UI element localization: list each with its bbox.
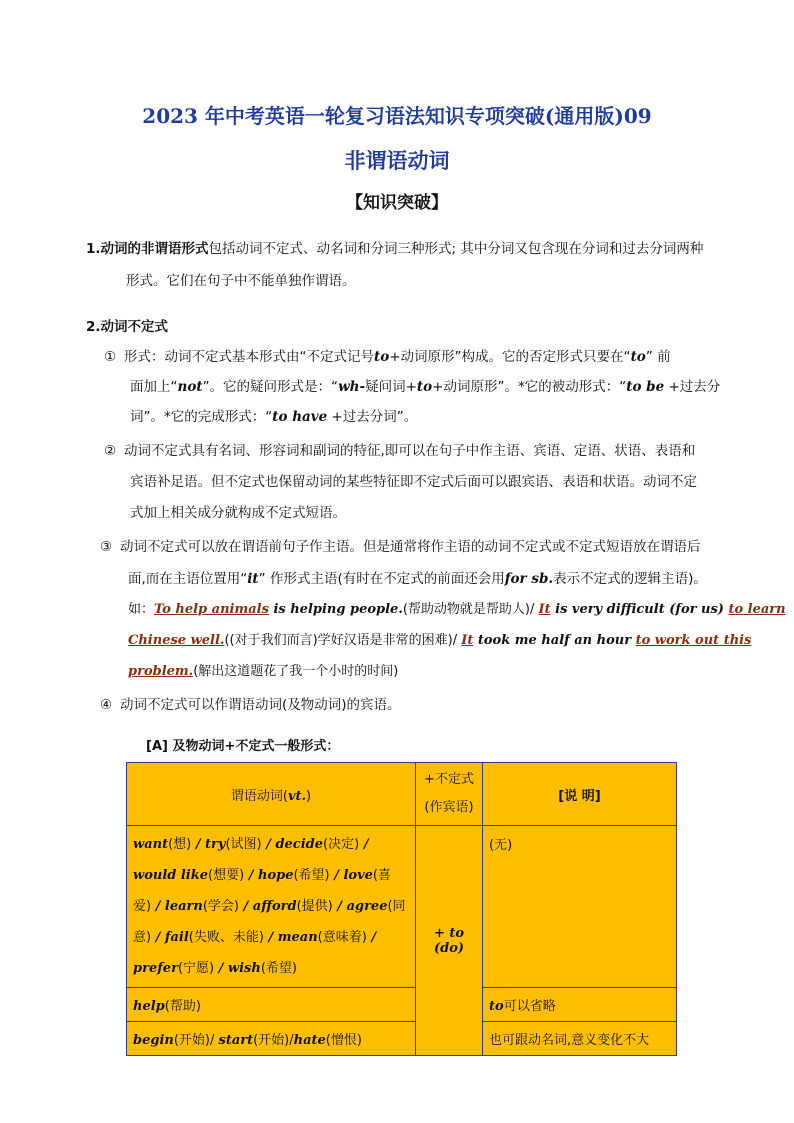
item-text-italic: to have — [272, 409, 328, 425]
verb-text: mean — [277, 930, 318, 945]
separator: / — [244, 868, 258, 883]
item-marker: ① — [104, 349, 117, 365]
verb-meaning: (试图) — [225, 837, 262, 852]
verb-meaning: (意味着) — [317, 930, 367, 945]
item-text-italic: it — [247, 571, 259, 587]
example-underlined: to work out this — [635, 633, 752, 648]
separator: / — [151, 930, 165, 945]
item-text-italic: not — [177, 379, 203, 395]
verb-list-cell — [127, 826, 416, 988]
item-text: 面加上“ — [130, 379, 178, 395]
separator: / — [329, 868, 344, 883]
item-text: 动词不定式具有名词、形容词和副词的特征,即可以在句子中作主语、宾语、定语、状语、表语和 — [124, 443, 696, 459]
header-cell-note: [说 明] — [483, 763, 677, 826]
item-3-line4 — [128, 632, 751, 650]
item-1-line3 — [130, 408, 417, 426]
verb-text: fail — [164, 930, 189, 945]
verb-text: wish — [227, 961, 261, 976]
item-text: +动词原形”。*它的被动形式：“ — [432, 379, 627, 395]
item-3-line2 — [128, 570, 707, 588]
item-2-line2: 宾语补足语。但不定式也保留动词的某些特征即不定式后面可以跟宾语、表语和状语。动词不定 — [130, 474, 697, 490]
separator: / — [332, 899, 347, 914]
separator: / — [214, 961, 228, 976]
item-text: ” 前 — [645, 349, 671, 365]
paragraph-1-line1 — [86, 240, 703, 258]
verb-text: start — [218, 1033, 254, 1048]
verb-text: hate — [293, 1033, 326, 1048]
table-row — [127, 1022, 677, 1056]
header-text: 谓语动词( — [230, 788, 288, 804]
item-text-italic: to — [416, 379, 433, 395]
verb-text: hope — [258, 868, 294, 883]
paragraph-text: 包括动词不定式、动名词和分词三种形式; 其中分词又包含现在分词和过去分词两种 — [208, 241, 704, 257]
verb-text: would like — [133, 868, 209, 883]
item-text: +过去分 — [664, 379, 721, 395]
item-text: 疑问词+ — [365, 379, 417, 395]
verb-meaning: (开始)/ — [173, 1033, 219, 1048]
item-3-line5 — [128, 663, 398, 681]
item-text: 动词不定式可以作谓语动词(及物动词)的宾语。 — [120, 697, 401, 713]
item-text-italic: to be — [626, 379, 665, 395]
verb-meaning: (希望) — [293, 868, 330, 883]
note-cell — [483, 988, 677, 1022]
verb-infinitive-table — [126, 762, 677, 1056]
table-caption: [A] 及物动词+不定式一般形式： — [146, 739, 340, 754]
verb-text: love — [343, 868, 373, 883]
item-text: ”。它的疑问形式是：“ — [202, 379, 339, 395]
item-text: 形式：动词不定式基本形式由“不定式记号 — [124, 349, 374, 365]
table-header-row — [127, 763, 677, 826]
verb-cell — [127, 988, 416, 1022]
item-text: 表示不定式的逻辑主语)。 — [553, 571, 707, 587]
paragraph-2-heading: 2.动词不定式 — [86, 319, 169, 335]
item-text: 词”。*它的完成形式：“ — [130, 409, 273, 425]
item-text: 面,而在主语位置用“ — [128, 571, 248, 587]
example-underlined: It — [461, 633, 474, 648]
verb-meaning: (希望) — [260, 961, 297, 976]
example-translation: ((对于我们而言)学好汉语是非常的困难)/ — [224, 633, 462, 648]
example-underlined: Chinese well. — [128, 633, 225, 648]
item-text: 如： — [128, 602, 155, 617]
example-text: took me half an hour — [473, 633, 636, 648]
header-text: ) — [306, 788, 312, 804]
table-row — [127, 988, 677, 1022]
note-text-italic: to — [489, 999, 504, 1014]
example-underlined: To help animals — [154, 602, 269, 617]
note-text: 可以省略 — [503, 999, 556, 1014]
item-text: 动词不定式可以放在谓语前句子作主语。但是通常将作主语的动词不定式或不定式短语放在谓语后 — [120, 539, 701, 555]
item-2-line1 — [104, 442, 695, 460]
item-3-line1 — [100, 538, 701, 556]
separator: / — [263, 930, 278, 945]
verb-text: prefer — [133, 961, 178, 976]
header-cell-infinitive — [416, 763, 483, 826]
note-cell: (无) — [483, 826, 677, 988]
item-1-line1 — [104, 348, 671, 366]
item-text: +过去分词”。 — [327, 409, 418, 425]
item-2-line3: 式加上相关成分就构成不定式短语。 — [130, 505, 346, 521]
separator: / — [359, 837, 369, 852]
example-text: is helping people. — [268, 602, 403, 617]
page-subtitle: 非谓语动词 — [344, 148, 450, 173]
example-translation: (帮助动物就是帮助人)/ — [402, 602, 539, 617]
verb-meaning: (同意) — [133, 899, 406, 945]
verb-meaning: (失败、未能) — [188, 930, 264, 945]
separator: / — [191, 837, 206, 852]
item-marker: ③ — [100, 539, 113, 555]
item-text: ” 作形式主语(有时在不定式的前面还会用 — [258, 571, 505, 587]
item-text-italic: to — [374, 349, 390, 365]
verb-text: decide — [275, 837, 324, 852]
paragraph-number: 1. — [86, 241, 101, 257]
item-marker: ④ — [100, 697, 113, 713]
verb-text: try — [205, 837, 226, 852]
item-text-italic: for sb. — [504, 571, 554, 587]
header-text: (作宾语) — [424, 800, 474, 815]
verb-text: want — [133, 837, 169, 852]
verb-meaning: (提供) — [296, 899, 333, 914]
item-text-italic: to — [630, 349, 646, 365]
item-3-line3 — [128, 601, 786, 619]
verb-meaning: (憎恨) — [325, 1033, 362, 1048]
example-text: is very difficult (for us) — [550, 602, 729, 617]
example-underlined: problem. — [128, 664, 194, 679]
verb-text: learn — [164, 899, 203, 914]
separator: / — [151, 899, 165, 914]
verb-text: begin — [133, 1033, 174, 1048]
paragraph-1-line2: 形式。它们在句子中不能单独作谓语。 — [126, 273, 356, 289]
example-underlined: to learn — [728, 602, 786, 617]
verb-meaning: (想要) — [208, 868, 245, 883]
header-cell-verb — [127, 763, 416, 826]
header-text: +不定式 — [424, 772, 474, 787]
header-text-italic: vt. — [287, 788, 307, 804]
verb-meaning: (帮助) — [164, 999, 201, 1014]
separator: / — [261, 837, 276, 852]
item-4-line1 — [100, 696, 401, 714]
paragraph-lead: 动词的非谓语形式 — [100, 241, 209, 257]
separator: / — [366, 930, 377, 945]
verb-meaning: (学会) — [202, 899, 239, 914]
section-heading: 【知识突破】 — [346, 193, 448, 213]
item-text: +动词原形”构成。它的否定形式只要在“ — [389, 349, 631, 365]
verb-cell — [127, 1022, 416, 1056]
verb-meaning: (宁愿) — [177, 961, 215, 976]
verb-meaning: (开始)/ — [253, 1033, 294, 1048]
separator: / — [238, 899, 253, 914]
table-row — [127, 826, 677, 988]
verb-meaning: (想) — [168, 837, 192, 852]
infinitive-form-cell: + to (do) — [416, 826, 483, 1056]
verb-meaning: (决定) — [323, 837, 360, 852]
item-text-italic: wh- — [338, 379, 366, 395]
verb-meaning: (喜爱) — [133, 868, 391, 914]
item-1-line2 — [130, 378, 720, 396]
verb-text: help — [133, 999, 165, 1014]
verb-text: afford — [252, 899, 297, 914]
example-translation: (解出这道题花了我一个小时的时间) — [193, 664, 399, 679]
item-marker: ② — [104, 443, 117, 459]
example-underlined: It — [538, 602, 551, 617]
verb-text: agree — [346, 899, 388, 914]
note-cell: 也可跟动名词,意义变化不大 — [483, 1022, 677, 1056]
page-title: 2023 年中考英语一轮复习语法知识专项突破(通用版)09 — [142, 104, 652, 128]
